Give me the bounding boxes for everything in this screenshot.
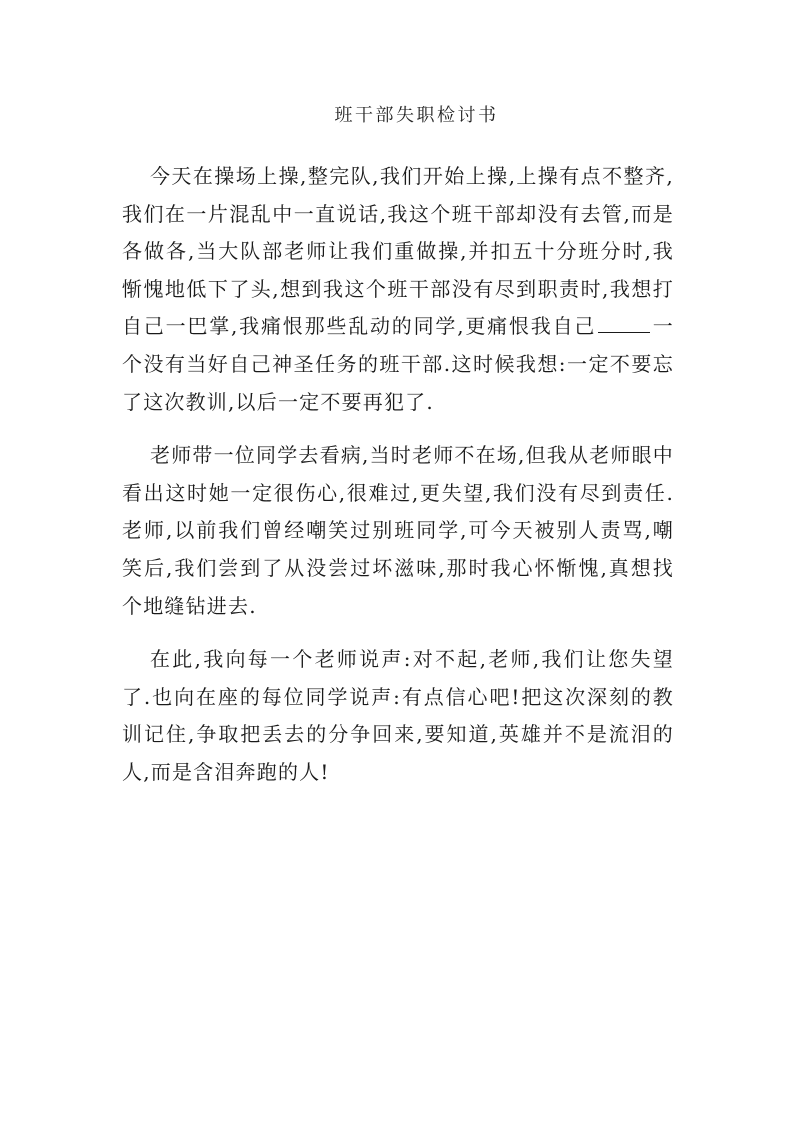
document-body <box>122 158 674 792</box>
paragraph-3: 在此,我向每一个老师说声:对不起,老师,我们让您失望了.也向在座的每位同学说声:有点信心吧!把这次深刻的教训记住,争取把丢去的分争回来,要知道,英雄并不是流泪的人,而是含泪奔跑的人! <box>122 647 674 784</box>
paragraph-1-text-after-blank: 一个没有当好自己神圣任务的班干部.这时候我想:一定不要忘了这次教训,以后一定不要再犯了. <box>122 314 674 414</box>
document-title: 班干部失职检讨书 <box>334 105 499 126</box>
fill-in-blank <box>598 314 650 333</box>
paragraph-2: 老师带一位同学去看病,当时老师不在场,但我从老师眼中看出这时她一定很伤心,很难过,更失望,我们没有尽到责任.老师,以前我们曾经嘲笑过别班同学,可今天被别人责骂,嘲笑后,我们尝到了从没尝过坏滋味,那时我心怀惭愧,真想找个地缝钻进去. <box>122 443 674 618</box>
paragraph-1 <box>122 158 674 421</box>
paragraph-1-text-before-blank: 今天在操场上操,整完队,我们开始上操,上操有点不整齐,我们在一片混乱中一直说话,我这个班干部却没有去管,而是各做各,当大队部老师让我们重做操,并扣五十分班分时,我惭愧地低下了头,想到我这个班干部没有尽到职责时,我想打自己一巴掌,我痛恨那些乱动的同学,更痛恨我自己 <box>122 164 674 339</box>
